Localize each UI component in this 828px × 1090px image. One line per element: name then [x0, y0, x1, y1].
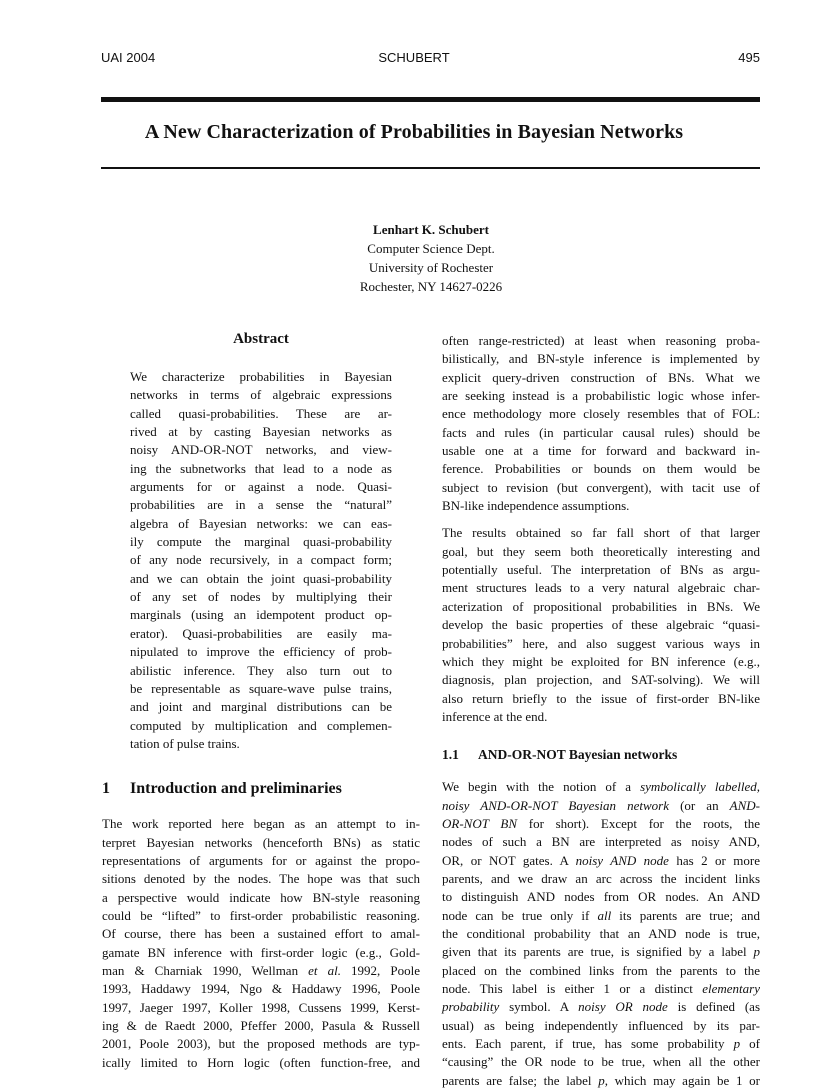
body-line: BN-like independence assumptions.: [442, 498, 630, 514]
affiliation-line: Rochester, NY 14627-0226: [359, 279, 503, 294]
italic-phrase: symbolically labelled,: [640, 779, 760, 795]
paragraph: [442, 332, 760, 515]
body-line: which they might be exploited for BN inference (e.g.,: [442, 653, 760, 669]
abstract-line: of any set of nodes by multiplying their: [130, 589, 392, 605]
body-line: inference at the end.: [442, 708, 548, 724]
section-number: 1: [102, 780, 110, 798]
body-line: could be “lifted” to first-order probabilistic reasoning.: [102, 907, 420, 923]
body-line: goal, but they seem both theoretically interesting and: [442, 543, 760, 559]
body-line: subject to revision (but convergent), with tacit use of: [442, 479, 760, 495]
abstract-line: ing the subnetworks that lead to a node as: [130, 460, 392, 476]
body-line: representations of arguments for or against the propo-: [102, 852, 420, 868]
body-line: facts and rules (in particular causal rules) should be: [442, 424, 760, 440]
italic-phrase: all: [597, 907, 612, 923]
italic-phrase: elementary: [702, 981, 760, 996]
italic-phrase: noisy AND node: [575, 852, 669, 868]
abstract-line: marginals (using an idempotent product op-: [130, 607, 392, 623]
abstract-line: arguments for or against a node. Quasi-: [130, 479, 392, 495]
body-line: ents. Each parent, if true, has some probability p of: [442, 1036, 760, 1052]
abstract-line: tation of pulse trains.: [130, 735, 240, 751]
body-line: acterization of propositional probabilities in BNs. We: [442, 598, 760, 614]
paper-title: A New Characterization of Probabilities in Bayesian Networks: [144, 121, 684, 143]
italic-phrase: OR-NOT BN: [442, 815, 518, 831]
body-line: placed on the combined links from the parents to the: [442, 962, 760, 978]
abstract-line: We characterize probabilities in Bayesian: [130, 369, 392, 384]
page-number: 495: [738, 50, 760, 65]
abstract-line: algebra of Bayesian networks: we can eas-: [130, 515, 392, 531]
body-line: a perspective would indicate how BN-style reasoning: [102, 889, 420, 905]
subsection-body: [442, 778, 760, 1090]
body-line: parents are false; the label p, which may again be 1 or: [442, 1072, 760, 1088]
paragraph-gap: [442, 515, 760, 524]
italic-phrase: p: [753, 944, 760, 960]
abstract-line: computed by multiplication and complemen-: [130, 717, 392, 733]
body-line: are seeking instead is a probabilistic logic whose infer-: [442, 388, 760, 404]
body-line: potentially useful. The interpretation of BNs as argu-: [442, 562, 760, 578]
title-bottom-rule: [101, 167, 760, 169]
running-head-center: SCHUBERT: [378, 50, 450, 65]
body-line: 1997, Jaeger 1997, Koller 1998, Cussens 1999, Kerst-: [102, 999, 420, 1015]
italic-phrase: probability: [442, 999, 500, 1015]
body-line: 2001, Poole 2003), but the proposed methods are typ-: [102, 1036, 420, 1052]
body-line: noisy AND-OR-NOT Bayesian network (or an AND-: [442, 797, 760, 813]
abstract-line: of any node recursively, in a compact form;: [130, 552, 392, 568]
body-line: ically limited to Horn logic (often function-free, and: [102, 1054, 420, 1070]
affiliation-line: Computer Science Dept.: [367, 241, 495, 256]
body-line: probability symbol. A noisy OR node is defined (as: [442, 999, 761, 1015]
body-line: The results obtained so far fall short of that larger: [442, 525, 760, 541]
subsection-title: AND-OR-NOT Bayesian networks: [478, 747, 678, 763]
body-line: the conditional probability that an AND node is true,: [442, 925, 760, 941]
section-body: [102, 815, 420, 1072]
abstract-line: and joint and marginal distributions can be: [130, 699, 392, 715]
right-column: [442, 332, 760, 1090]
body-line: explicit query-driven construction of BNs. What we: [442, 369, 760, 385]
abstract-line: and we can obtain the joint quasi-probability: [130, 570, 392, 586]
subsection-heading: [442, 746, 760, 764]
author-block: [0, 220, 828, 296]
abstract-line: ily compute the marginal quasi-probability: [130, 534, 392, 550]
affiliation-line: University of Rochester: [368, 260, 494, 275]
abstract-line: abilistic inference. They also turn out to: [130, 662, 392, 678]
body-line: ence methodology more closely resembles that of FOL:: [442, 406, 760, 422]
body-line: 1993, Haddawy 1994, Ngo & Haddawy 1996, Poole: [102, 981, 420, 997]
body-line: man & Charniak 1990, Wellman et al. 1992, Poole: [102, 962, 420, 978]
body-line: diagnosis, plan projection, and SAT-solving). We will: [442, 672, 760, 688]
body-line: sitions denoted by the nodes. The hope was that such: [102, 871, 420, 887]
abstract-line: noisy AND-OR-NOT networks, and view-: [130, 442, 392, 458]
italic-phrase: p: [733, 1036, 741, 1052]
abstract-body: [102, 368, 420, 753]
italic-phrase: et al.: [308, 962, 341, 978]
title-top-rule: [101, 97, 760, 102]
abstract-line: nipulated to improve the efficiency of prob-: [130, 644, 392, 660]
body-line: terpret Bayesian networks (henceforth BNs) as static: [102, 834, 420, 850]
section-title: Introduction and preliminaries: [130, 780, 342, 798]
body-line: OR-NOT BN for short). Except for the roots, the: [442, 815, 760, 831]
abstract-heading: Abstract: [233, 331, 289, 347]
body-line: also return briefly to the issue of first-order BN-like: [442, 690, 760, 706]
body-line: develop the basic properties of these algebraic “quasi-: [442, 617, 760, 633]
italic-phrase: noisy OR node: [578, 999, 668, 1015]
author-name: Lenhart K. Schubert: [373, 222, 489, 237]
body-line: The work reported here began as an attempt to in-: [102, 816, 420, 832]
body-line: parents, and we draw an arc across the incident links: [442, 870, 760, 886]
body-line: given that its parents are true, is signified by a label p: [442, 944, 760, 960]
left-column: [102, 330, 420, 1072]
body-line: often range-restricted) at least when reasoning proba-: [442, 333, 760, 348]
body-line: node. This label is either 1 or a distinct elementary: [442, 981, 760, 996]
body-line: bilistically, and BN-style inference is implemented by: [442, 351, 760, 367]
body-line: nodes of such a BN are interpreted as noisy AND,: [442, 834, 760, 850]
body-line: ing & de Raedt 2000, Pfeffer 2000, Pasula & Russell: [102, 1018, 420, 1033]
abstract-line: networks in terms of algebraic expressions: [130, 387, 392, 403]
body-line: node can be true only if all its parents are true; and: [442, 907, 760, 923]
body-line: gamate BN inference with first-order logic (e.g., Gold-: [102, 944, 420, 960]
italic-phrase: AND-: [729, 797, 760, 813]
body-line: ference. Probabilities or bounds on them would be: [442, 461, 760, 477]
body-line: usable one at a time for forward and backward in-: [442, 443, 760, 459]
abstract-line: be representable as square-wave pulse trains,: [130, 680, 392, 696]
abstract-line: rived at by casting Bayesian networks as: [130, 424, 392, 440]
running-head-left: UAI 2004: [101, 50, 156, 65]
abstract-line: erator). Quasi-probabilities are easily ma-: [130, 625, 392, 641]
body-line: We begin with the notion of a symbolically labelled,: [442, 779, 760, 795]
body-line: probabilities” here, and also suggest various ways in: [442, 635, 760, 651]
abstract-line: called quasi-probabilities. These are ar-: [130, 405, 392, 421]
body-line: Of course, there has been a sustained effort to amal-: [102, 926, 420, 942]
body-line: OR, or NOT gates. A noisy AND node has 2 or more: [442, 852, 760, 868]
paragraph: [442, 524, 760, 726]
italic-phrase: noisy AND-OR-NOT Bayesian network: [442, 797, 669, 813]
body-line: usual) as being independently influenced by its par-: [442, 1017, 760, 1033]
subsection-number: 1.1: [442, 747, 459, 763]
section-heading: [102, 779, 420, 799]
abstract-line: probabilities are in a sense the “natural”: [130, 497, 392, 513]
body-line: “causing” the OR node to be true, when all the other: [442, 1054, 760, 1070]
italic-phrase: p: [598, 1072, 605, 1088]
body-line: to distinguish AND nodes from OR nodes. An AND: [442, 889, 760, 905]
body-line: ment structures leads to a very natural algebraic char-: [442, 580, 760, 596]
